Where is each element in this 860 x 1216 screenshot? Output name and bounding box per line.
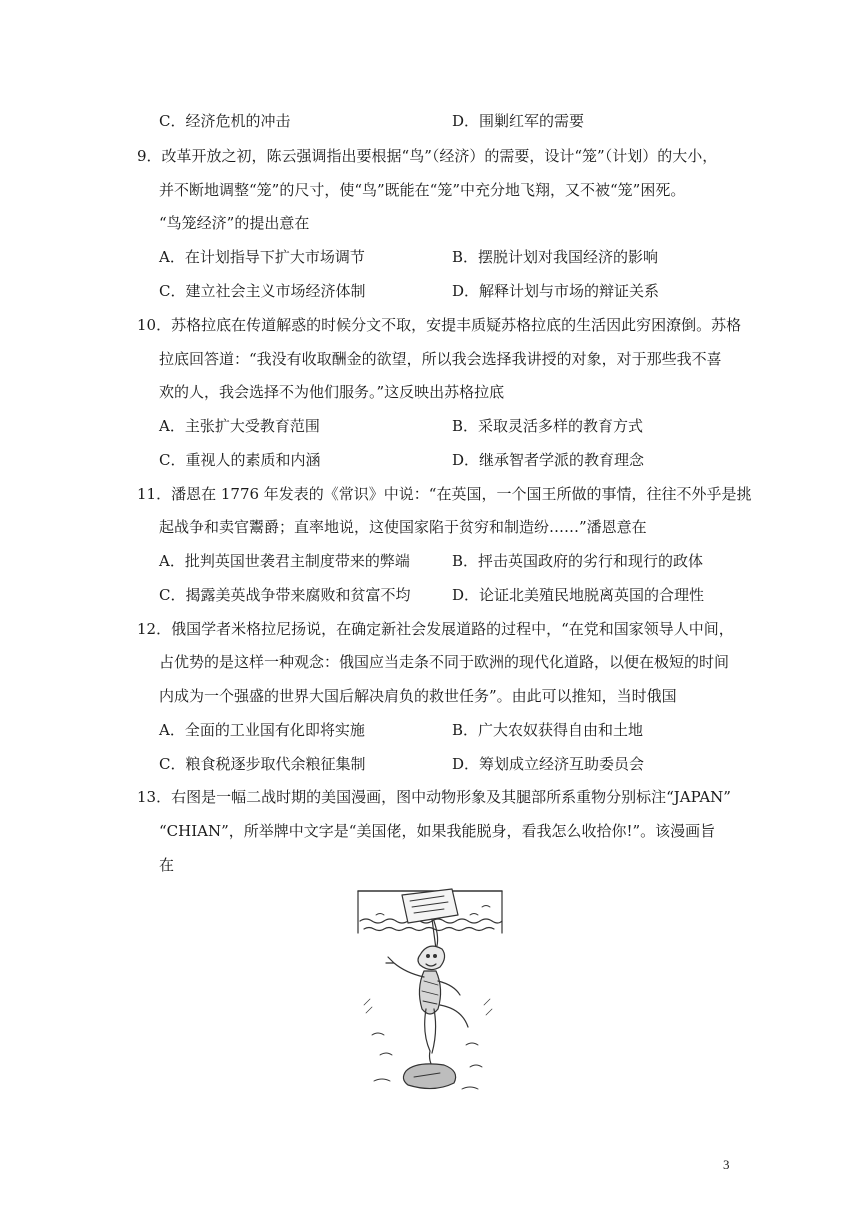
q13-stem-line-1: 13．右图是一幅二战时期的美国漫画，图中动物形象及其腿部所系重物分别标注“JAPAN” xyxy=(137,788,731,806)
q9-stem-line-1: 9．改革开放之初，陈云强调指出要根据“鸟”（经济）的需要，设计“笼”（计划）的大小， xyxy=(137,147,718,165)
q9-option-c: C．建立社会主义市场经济体制 xyxy=(159,282,366,300)
wwii-cartoon-illustration xyxy=(354,885,506,1103)
q13-stem-line-3: 在 xyxy=(159,856,175,874)
q8-option-c: C．经济危机的冲击 xyxy=(159,112,291,130)
q12-stem-line-2: 占优势的是这样一种观念：俄国应当走条不同于欧洲的现代化道路，以便在极短的时间 xyxy=(159,653,730,671)
q9-stem-line-2: 并不断地调整“笼”的尺寸，使“鸟”既能在“笼”中充分地飞翔，又不被“笼”困死。 xyxy=(159,181,686,199)
q11-stem-line-2: 起战争和卖官鬻爵；直率地说，这使国家陷于贫穷和制造纷……”潘恩意在 xyxy=(159,518,647,536)
q11-option-b: B．抨击英国政府的劣行和现行的政体 xyxy=(452,552,704,570)
q11-option-a: A．批判英国世袭君主制度带来的弊端 xyxy=(159,552,410,570)
page-number: 3 xyxy=(723,1157,730,1172)
q9-option-b: B．摆脱计划对我国经济的影响 xyxy=(452,248,659,266)
q10-option-d: D．继承智者学派的教育理念 xyxy=(452,451,645,469)
q10-stem-line-2: 拉底回答道：“我没有收取酬金的欲望，所以我会选择我讲授的对象，对于那些我不喜 xyxy=(159,350,722,368)
q10-stem-line-3: 欢的人，我会选择不为他们服务。”这反映出苏格拉底 xyxy=(159,383,505,401)
q13-stem-line-2: “CHIAN”，所举牌中文字是“美国佬，如果我能脱身，看我怎么收拾你!”。该漫画旨 xyxy=(159,822,716,840)
q11-stem-line-1: 11．潘恩在 1776 年发表的《常识》中说：“在英国，一个国王所做的事情，往往不外乎是挑 xyxy=(137,485,752,503)
q11-option-d: D．论证北美殖民地脱离英国的合理性 xyxy=(452,586,705,604)
q12-option-b: B．广大农奴获得自由和土地 xyxy=(452,721,644,739)
q12-option-c: C．粮食税逐步取代余粮征集制 xyxy=(159,755,366,773)
q8-option-d: D．围剿红军的需要 xyxy=(452,112,585,130)
q10-option-c: C．重视人的素质和内涵 xyxy=(159,451,321,469)
q12-stem-line-3: 内成为一个强盛的世界大国后解决肩负的救世任务”。由此可以推知，当时俄国 xyxy=(159,687,677,705)
q9-stem-line-3: “鸟笼经济”的提出意在 xyxy=(159,214,310,232)
q10-stem-line-1: 10．苏格拉底在传道解惑的时候分文不取，安提丰质疑苏格拉底的生活因此穷困潦倒。苏格 xyxy=(137,316,742,334)
q12-stem-line-1: 12．俄国学者米格拉尼扬说，在确定新社会发展道路的过程中，“在党和国家领导人中间， xyxy=(137,620,734,638)
q10-option-a: A．主张扩大受教育范围 xyxy=(159,417,320,435)
q10-option-b: B．采取灵活多样的教育方式 xyxy=(452,417,644,435)
q12-option-d: D．筹划成立经济互助委员会 xyxy=(452,755,645,773)
q9-option-d: D．解释计划与市场的辩证关系 xyxy=(452,282,660,300)
q12-option-a: A．全面的工业国有化即将实施 xyxy=(159,721,365,739)
q9-option-a: A．在计划指导下扩大市场调节 xyxy=(159,248,365,266)
q11-option-c: C．揭露美英战争带来腐败和贫富不均 xyxy=(159,586,411,604)
